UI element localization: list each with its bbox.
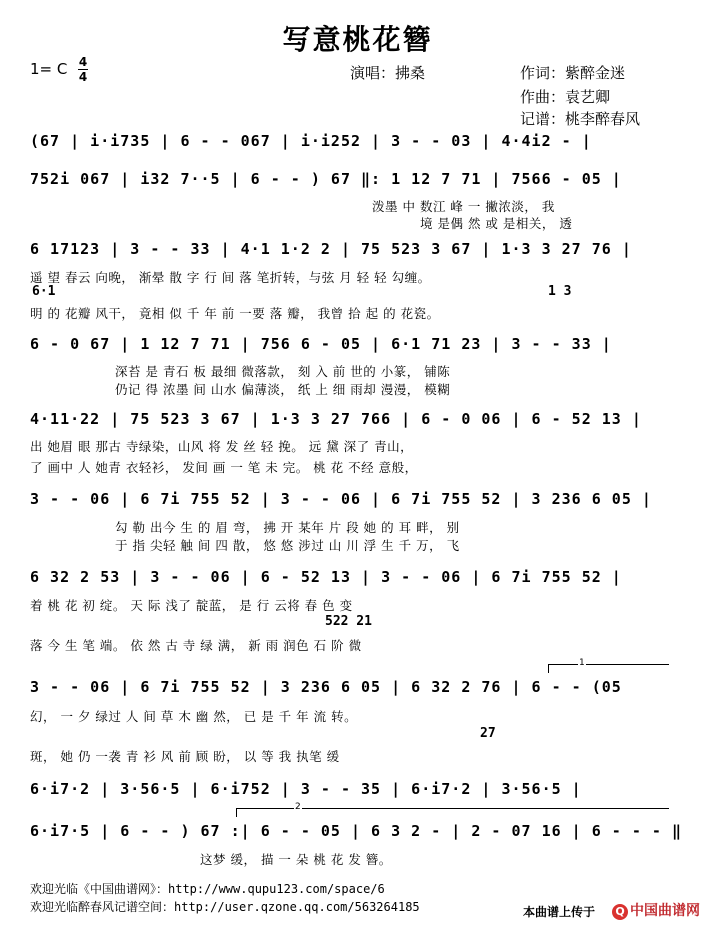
lyric-line-14: 斑， 她 仍 一袭 青 衫 风 前 顾 盼， 以 等 我 执笔 缓 [30,749,340,764]
volta-bracket-1 [548,664,669,673]
music-line-2: 752i 067 | i32 7··5 | 6 - - ) 67 ‖: 1 12 7 71 | 7566 - 05 | [30,170,622,188]
music-line-1: (67 | i·i735 | 6 - - 067 | i·i252 | 3 - - 03 | 4·4i2 - | [30,132,592,150]
music-line-4: 6 - 0 67 | 1 12 7 71 | 756 6 - 05 | 6·1 71 23 | 3 - - 33 | [30,335,612,353]
lyric-line-13: 幻， 一 夕 绿过 人 间 草 木 幽 然， 已 是 千 年 流 转。 [30,709,358,724]
music-line-8: 3 - - 06 | 6 7i 755 52 | 3 236 6 05 | 6 32 2 76 | 6 - - (05 [30,678,622,696]
alt-notes-line-3b: 1 3 [548,284,572,299]
meter-bottom: 4 [78,70,88,84]
lyric-line-9: 勾 勒 出今 生 的 眉 弯， 拂 开 某年 片 段 她 的 耳 畔， 别 [115,520,460,535]
lyric-line-8: 了 画中 人 她青 衣轻衫， 发间 画 一 笔 未 完。 桃 花 不经 意般， [30,460,418,475]
lyric-line-5: 深苔 是 青石 板 最细 微落款， 刻 入 前 世的 小篆， 铺陈 [115,364,451,379]
composer-credit: 作曲：袁艺卿 [520,88,611,106]
lyric-line-2: 境 是偶 然 或 是相关， 透 [420,216,573,231]
music-line-3: 6 17123 | 3 - - 33 | 4·1 1·2 2 | 75 523 3 67 | 1·3 3 27 76 | [30,240,632,258]
alt-notes-line-7: 27 [480,726,496,741]
footer-link-2[interactable]: 欢迎光临醉春风记谱空间：http://user.qzone.qq.com/563264185 [30,900,420,914]
logo-icon: Q [612,904,628,920]
music-line-7: 6 32 2 53 | 3 - - 06 | 6 - 52 13 | 3 - - 06 | 6 7i 755 52 | [30,568,622,586]
lyric-line-10: 于 指 尖轻 触 间 四 散， 悠 悠 涉过 山 川 浮 生 千 万， 飞 [115,538,460,553]
lyric-line-6: 仍记 得 浓墨 间 山水 偏薄淡， 纸 上 细 雨却 漫漫， 模糊 [115,382,451,397]
time-signature [78,56,88,83]
volta-number-1: 1 [579,658,585,668]
volta-number-2: 2 [295,802,301,812]
lyricist-credit: 作词：紫醉金迷 [520,64,626,82]
footer-link-1[interactable]: 欢迎光临《中国曲谱网》：http://www.qupu123.com/space/6 [30,882,385,896]
music-line-9: 6·i7·2 | 3·56·5 | 6·i752 | 3 - - 35 | 6·i7·2 | 3·56·5 | [30,780,582,798]
transcriber-credit: 记谱：桃李醉春风 [520,110,641,128]
site-logo[interactable] [612,900,700,920]
meter-top: 4 [78,55,88,69]
key-signature: 1= C [30,60,68,78]
lyric-line-4: 明 的 花瓣 风干， 竟相 似 千 年 前 一要 落 瓣， 我曾 拾 起 的 花瓷。 [30,306,440,321]
singer-credit: 演唱：拂桑 [350,64,426,82]
lyric-line-15: 这梦 缓， 描 一 朵 桃 花 发 簪。 [200,852,392,867]
alt-notes-line-6: 522 21 [325,614,372,629]
upload-note: 本曲谱上传于 [523,905,596,919]
music-line-6: 3 - - 06 | 6 7i 755 52 | 3 - - 06 | 6 7i 755 52 | 3 236 6 05 | [30,490,652,508]
lyric-line-1: 泼墨 中 数江 峰 一 撇浓淡， 我 [372,199,555,214]
music-line-10: 6·i7·5 | 6 - - ) 67 :| 6 - - 05 | 6 3 2 - | 2 - 07 16 | 6 - - - ‖ [30,822,682,840]
alt-notes-line-3: 6·1 [32,284,56,299]
page-title: 写意桃花簪 [282,23,433,56]
lyric-line-12: 落 今 生 笔 端。 依 然 古 寺 绿 满， 新 雨 润色 石 阶 微 [30,638,362,653]
lyric-line-11: 着 桃 花 初 绽。 天 际 浅了 靛蓝， 是 行 云将 春 色 变 [30,598,353,613]
logo-text: 中国曲谱网 [630,903,700,919]
music-line-5: 4·11·22 | 75 523 3 67 | 1·3 3 27 766 | 6 - 0 06 | 6 - 52 13 | [30,410,642,428]
lyric-line-3: 遥 望 春云 向晚， 渐晕 散 字 行 间 落 笔折转，与弦 月 轻 轻 勾缠。 [30,270,431,285]
lyric-line-7: 出 她眉 眼 那古 寺绿染，山风 将 发 丝 轻 挽。 远 黛 深了 青山， [30,439,414,454]
